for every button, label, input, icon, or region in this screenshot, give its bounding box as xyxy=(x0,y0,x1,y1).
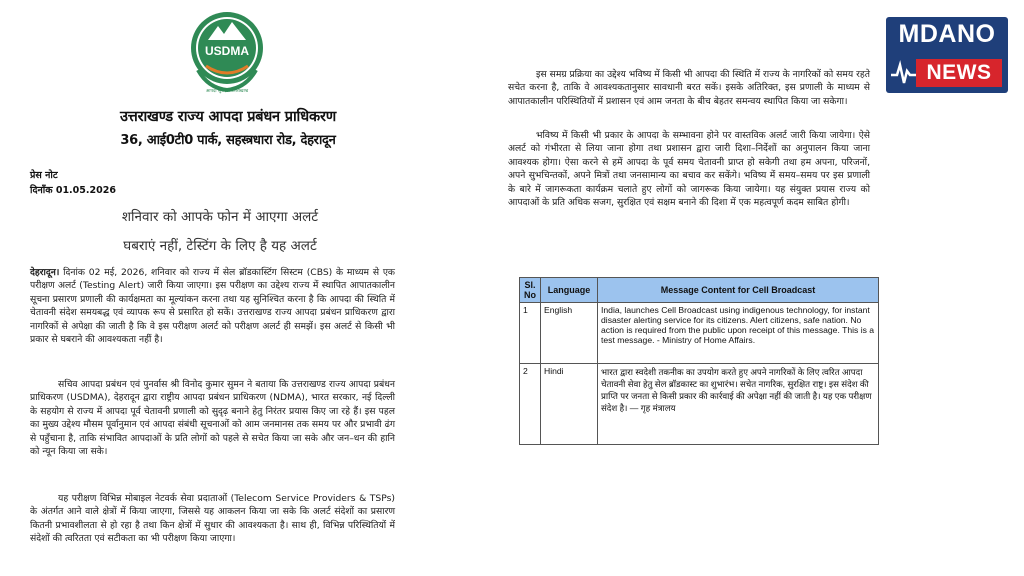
table-row xyxy=(520,303,879,364)
table-cell-message: भारत द्वारा स्वदेशी तकनीक का उपयोग करते हुए अपने नागरिकों के लिए त्वरित आपदा चेतावनी सेवा हेतु सेल ब्रॉडकास्ट का शुभारंभ। सचेत नागरिक, सुरक्षित राष्ट्र। इस संदेश की प्राप्ति पर जनता से किसी प्रकार की कार्रवाई की अपेक्षा नहीं की जाती है। यह एक परीक्षण संदेश है। — गृह मंत्रालय xyxy=(598,364,879,445)
organization-name: उत्तराखण्ड राज्य आपदा प्रबंधन प्राधिकरण xyxy=(120,109,336,125)
paragraph-intro xyxy=(30,266,395,346)
pulse-icon xyxy=(888,53,918,91)
press-note-date: दिनाँक 01.05.2026 xyxy=(30,185,116,196)
brand-top-text: MDANO xyxy=(898,20,996,48)
press-note-label: प्रेस नोट xyxy=(30,170,58,181)
paragraph-objective: इस समग्र प्रक्रिया का उद्देश्य भविष्य में किसी भी आपदा की स्थिति में राज्य के नागरिकों को समय रहते सचेत करना है, ताकि वे आवश्यकतानुसार सावधानी बरत सकें। इसके अतिरिक्त, इस प्रणाली के माध्यम से आपातकालीन परिस्थितियों में प्रशासन एवं आम जनता के बीच बेहतर समन्वय स्थापित किया जा सकेगा। xyxy=(508,69,870,107)
organization-address: 36, आई0टी0 पार्क, सहस्त्रधारा रोड, देहरादून xyxy=(120,133,336,148)
table-cell-language: English xyxy=(541,303,598,364)
mdano-news-logo xyxy=(886,17,1008,93)
dateline: देहरादून। xyxy=(30,267,60,278)
brand-bottom-text: NEWS xyxy=(916,59,1002,87)
table-cell-message: India, launches Cell Broadcast using indigenous technology, for instant disaster alerting service for its citizens. Alert citizens, safe nation. No action is required from the public upon receipt of this message. This is a test message. - Ministry of Home Affairs. xyxy=(598,303,879,364)
table-cell-sl: 2 xyxy=(520,364,541,445)
logo-tagline: आपदा सुरक्षित उत्तराखण्ड xyxy=(205,89,249,94)
table-header-sl: Sl. No xyxy=(520,278,541,303)
paragraph-telecom-testing: यह परीक्षण विभिन्न मोबाइल नेटवर्क सेवा प्रदाताओं (Telecom Service Providers & TSPs) के अंतर्गत आने वाले क्षेत्रों में किया जाएगा, जिससे यह आकलन किया जा सके कि अलर्ट संदेशों का प्रसारण कितनी प्रभावशीलता से हो रहा है तथा किन क्षेत्रों में सुधार की आवश्यकता है। साथ ही, विभिन्न परिस्थितियों में संदेशों की त्वरितता एवं सटीकता का भी परीक्षण किया जाएगा। xyxy=(30,493,395,545)
table-cell-sl: 1 xyxy=(520,303,541,364)
paragraph-future-alerts: भविष्य में किसी भी प्रकार के आपदा के सम्भावना होने पर वास्तविक अलर्ट जारी किया जायेगा। ऐसे अलर्ट को गंभीरता से लिया जाना होगा तथा प्रशासन द्वारा जारी दिशा–निर्देशों का अनुपालन किया जाना आवश्यक होगा। ऐसा करने से हमें आपदा के पूर्व समय चेतावनी प्राप्त हो सकेगी तथा हम अपना, परिजनों, अपने सुभचिन्तकों, अपने मित्रों तथा जनसामान्य का बचाव कर सकेंगे। भविष्य में समय–समय पर इस प्रणाली के बारे में जागरूकता कार्यक्रम चलाते हुए लोगों को जागरूक किया जायेगा। यह संयुक्त प्रयास राज्य को आपदाओं के प्रति अधिक सजग, सुरक्षित एवं सक्षम बनाने की दिशा में एक महत्वपूर्ण कदम साबित होगी। xyxy=(508,130,870,209)
table-cell-language: Hindi xyxy=(541,364,598,445)
table-header-row xyxy=(520,278,879,303)
usdma-logo xyxy=(188,10,266,94)
logo-text: USDMA xyxy=(205,44,249,58)
headline-secondary: घबराएं नहीं, टेस्टिंग के लिए है यह अलर्ट xyxy=(123,238,317,254)
headline-primary: शनिवार को आपके फोन में आएगा अलर्ट xyxy=(121,209,319,225)
table-row xyxy=(520,364,879,445)
paragraph-intro-text: दिनांक 02 मई, 2026, शनिवार को राज्य में सेल ब्रॉडकास्टिंग सिस्टम (CBS) के माध्यम से एक परीक्षण अलर्ट (Testing Alert) जारी किया जाएगा। इस परीक्षण का उद्देश्य राज्य में स्थापित आपातकालीन सूचना प्रसारण प्रणाली की कार्यक्षमता का मूल्यांकन करना तथा यह सुनिश्चित करना है कि आपदा की स्थिति में चेतावनी संदेश समयबद्ध एवं व्यापक रूप से प्रसारित हो सकें। उत्तराखण्ड राज्य आपदा प्रबंधन प्राधिकरण द्वारा नागरिकों से अपेक्षा की जाती है कि वे इस परीक्षण अलर्ट को परीक्षण अलर्ट ही समझें। इस अलर्ट से किसी भी प्रकार से घबराने की आवश्यकता नहीं है। xyxy=(30,267,395,346)
table-header-message: Message Content for Cell Broadcast xyxy=(598,278,879,303)
paragraph-secretary-statement: सचिव आपदा प्रबंधन एवं पुनर्वास श्री विनोद कुमार सुमन ने बताया कि उत्तराखण्ड राज्य आपदा प्रबंधन प्राधिकरण (USDMA), देहरादून द्वारा राष्ट्रीय आपदा प्रबंधन प्राधिकरण (NDMA), भारत सरकार, नई दिल्ली के सहयोग से राज्य में आपदा पूर्व चेतावनी प्रणाली को सुदृढ़ बनाने हेतु निरंतर प्रयास किए जा रहे हैं। इस पहल का मुख्य उद्देश्य मौसम पूर्वानुमान एवं आपदा संबंधी सूचनाओं को आम जनमानस तक समय पर और प्रभावी ढंग से पहुँचाना है, ताकि संभावित आपदाओं के प्रति लोगों को पहले से सचेत किया जा सके और जन–धन की हानि को न्यून किया जा सके। xyxy=(30,379,395,458)
cell-broadcast-message-table xyxy=(519,277,879,445)
table-header-language: Language xyxy=(541,278,598,303)
